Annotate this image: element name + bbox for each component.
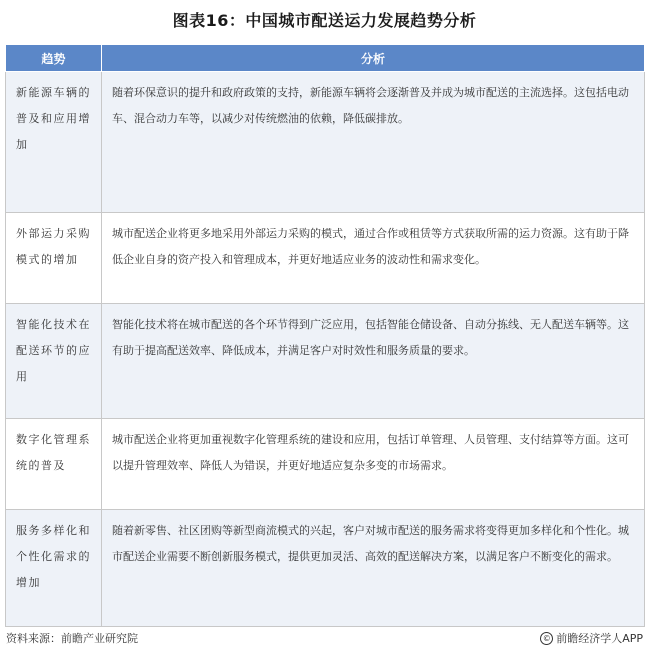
page-title: 图表16：中国城市配送运力发展趋势分析	[172, 11, 477, 30]
trend-cell: 智能化技术在配送环节的应用	[6, 304, 102, 419]
source-note: 资料来源：前瞻产业研究院	[6, 632, 138, 645]
trend-cell: 服务多样化和个性化需求的增加	[6, 510, 102, 627]
table-row	[6, 213, 645, 304]
copyright-icon: ©	[540, 632, 553, 645]
table-row	[6, 419, 645, 510]
trend-cell: 外部运力采购模式的增加	[6, 213, 102, 304]
table-header-row	[6, 45, 645, 72]
header-analysis: 分析	[102, 45, 645, 72]
header-trend: 趋势	[6, 45, 102, 72]
analysis-cell: 智能化技术将在城市配送的各个环节得到广泛应用，包括智能仓储设备、自动分拣线、无人配送车辆等。这有助于提高配送效率、降低成本，并满足客户对时效性和服务质量的要求。	[102, 304, 645, 419]
analysis-cell: 城市配送企业将更多地采用外部运力采购的模式，通过合作或租赁等方式获取所需的运力资源。这有助于降低企业自身的资产投入和管理成本，并更好地适应业务的波动性和需求变化。	[102, 213, 645, 304]
brand-credit	[540, 630, 643, 646]
table-row	[6, 72, 645, 213]
trend-cell: 数字化管理系统的普及	[6, 419, 102, 510]
trend-analysis-table	[5, 44, 645, 627]
trend-cell: 新能源车辆的普及和应用增加	[6, 72, 102, 213]
analysis-cell: 随着环保意识的提升和政府政策的支持，新能源车辆将会逐渐普及并成为城市配送的主流选择。这包括电动车、混合动力车等，以减少对传统燃油的依赖，降低碳排放。	[102, 72, 645, 213]
table-row	[6, 304, 645, 419]
analysis-cell: 城市配送企业将更加重视数字化管理系统的建设和应用，包括订单管理、人员管理、支付结算等方面。这可以提升管理效率、降低人为错误，并更好地适应复杂多变的市场需求。	[102, 419, 645, 510]
brand-label: 前瞻经济学人APP	[556, 632, 643, 645]
analysis-cell: 随着新零售、社区团购等新型商流模式的兴起，客户对城市配送的服务需求将变得更加多样化和个性化。城市配送企业需要不断创新服务模式，提供更加灵活、高效的配送解决方案，以满足客户不断变化的需求。	[102, 510, 645, 627]
table-row	[6, 510, 645, 627]
